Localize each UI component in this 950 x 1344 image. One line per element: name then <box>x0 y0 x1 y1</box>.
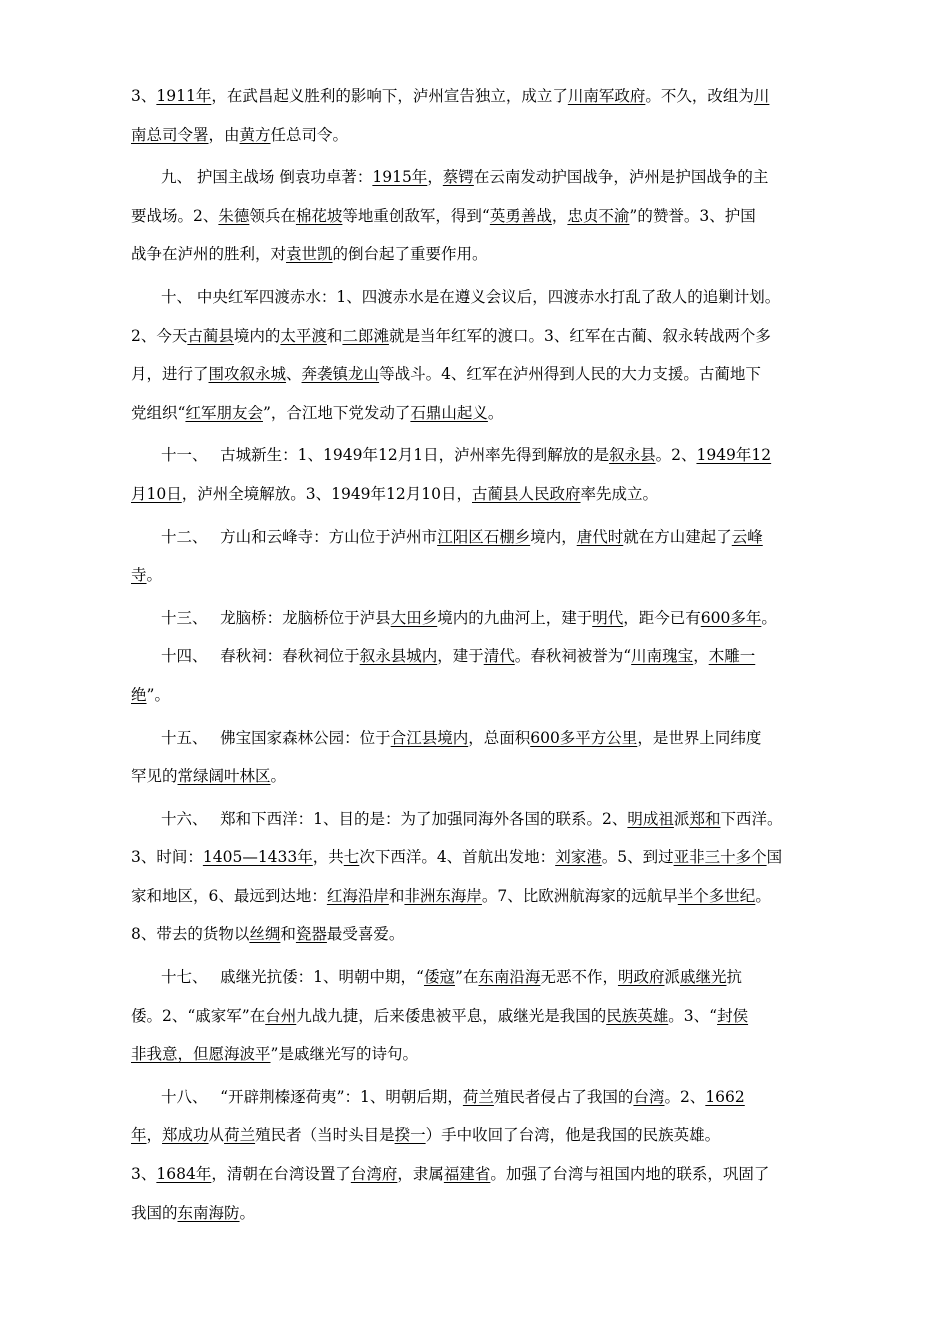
underlined-answer: 绝 <box>131 685 147 704</box>
text-line <box>131 235 831 274</box>
text-line <box>131 958 831 997</box>
text-segment: 家和地区，6、最远到达地： <box>131 886 327 905</box>
underlined-answer: 月10日 <box>131 484 182 503</box>
underlined-answer: 石鼎山起义 <box>410 403 488 422</box>
underlined-answer: 川南瑰宝 <box>631 647 694 666</box>
underlined-answer: 1911年 <box>156 87 212 105</box>
underlined-answer: 围攻叙永城 <box>208 365 287 384</box>
text-segment: 次下西洋。4、首航出发地： <box>359 848 556 867</box>
underlined-answer: 台湾 <box>633 1087 665 1106</box>
text-segment: 任总司令。 <box>270 125 349 144</box>
text-line <box>131 877 831 916</box>
text-line <box>131 394 831 433</box>
underlined-answer: 戚继光 <box>679 968 727 987</box>
text-line <box>131 197 831 236</box>
text-line <box>131 518 831 557</box>
underlined-answer: 唐代时 <box>576 527 624 546</box>
underlined-answer: 明政府 <box>617 968 665 987</box>
text-segment: 殖民者侵占了我国的 <box>493 1087 634 1106</box>
underlined-answer: 常绿阔叶林区 <box>177 767 271 786</box>
underlined-answer: 1662 <box>705 1087 745 1106</box>
text-segment: 等地重创敌军，得到“ <box>342 206 490 225</box>
text-segment: ，建于 <box>437 647 484 666</box>
text-segment: ，共 <box>312 848 344 867</box>
underlined-answer: 南总司令署 <box>131 125 209 144</box>
text-segment: 。7、比欧洲航海家的远航早 <box>481 886 678 905</box>
text-segment: 倭。2、“戚家军”在 <box>131 1006 266 1025</box>
underlined-answer: 袁世凯 <box>286 245 333 264</box>
underlined-answer: 奔袭镇龙山 <box>301 365 380 384</box>
underlined-answer: 蔡锷 <box>442 168 474 187</box>
text-segment: 派 <box>664 968 680 987</box>
underlined-answer: 明成祖 <box>627 809 674 828</box>
text-segment: 和 <box>388 886 405 905</box>
text-line <box>131 915 831 954</box>
text-segment: 8、带去的货物以 <box>131 925 250 944</box>
text-line <box>131 997 831 1036</box>
underlined-answer: 川南军政府 <box>567 87 646 105</box>
text-segment: 境内的九曲河上，建于 <box>437 608 593 627</box>
text-segment: 下西洋。 <box>720 809 783 828</box>
underlined-answer: 瓷器 <box>295 925 327 944</box>
underlined-answer: 东南沿海 <box>478 968 541 987</box>
text-segment: 国 <box>766 848 783 867</box>
text-segment: 抗 <box>726 968 743 987</box>
text-segment: 战争在泸州的胜利，对 <box>131 245 287 264</box>
text-segment: 的倒台起了重要作用。 <box>332 245 488 264</box>
text-segment: 。 <box>146 566 163 585</box>
text-segment: ， <box>551 206 568 225</box>
text-line <box>131 278 831 317</box>
text-segment: ，总面积 <box>468 728 531 747</box>
text-segment: 、 <box>286 365 302 384</box>
text-line <box>131 436 831 475</box>
text-segment: 十六、 郑和下西洋：1、目的是：为了加强同海外各国的联系。2、 <box>161 809 628 828</box>
text-segment: 。加强了台湾与祖国内地的联系，巩固了 <box>490 1165 770 1184</box>
underlined-answer: 木雕一 <box>708 647 756 666</box>
underlined-answer: 1949年12 <box>696 446 772 465</box>
text-segment: 。2、 <box>655 446 697 465</box>
text-segment: 党组织“ <box>131 403 186 422</box>
underlined-answer: 七 <box>343 848 360 867</box>
text-segment: 和 <box>280 925 296 944</box>
text-segment: 十三、 龙脑桥：龙脑桥位于泸县 <box>161 608 391 627</box>
text-segment: ，在武昌起义胜利的影响下，泸州宣告独立，成立了 <box>211 87 568 105</box>
text-line <box>131 1078 831 1117</box>
text-segment: ，隶属 <box>397 1165 444 1184</box>
text-segment: 3、 <box>131 87 157 105</box>
underlined-answer: 大田乡 <box>390 608 438 627</box>
text-line <box>131 757 831 796</box>
underlined-answer: 封侯 <box>717 1006 749 1025</box>
text-segment: 。春秋祠被誉为“ <box>514 647 632 666</box>
underlined-answer: 明代 <box>592 608 624 627</box>
text-segment: 十八、 “开辟荆榛逐荷夷”：1、明朝后期， <box>161 1087 463 1106</box>
text-segment: ）手中收回了台湾，他是我国的民族英雄。 <box>425 1126 721 1145</box>
text-segment: 。 <box>239 1203 256 1222</box>
text-segment: 和 <box>326 326 343 345</box>
text-segment: 从 <box>208 1126 225 1145</box>
underlined-answer: 台州 <box>265 1006 297 1025</box>
text-segment: ”在 <box>454 968 479 987</box>
text-segment: 十一、 古城新生：1、1949年12月1日，泸州率先得到解放的是 <box>161 446 610 465</box>
underlined-answer: 棉花坡 <box>295 206 343 225</box>
text-segment: ”，合江地下党发动了 <box>262 403 411 422</box>
text-line <box>131 838 831 877</box>
text-line <box>131 1116 831 1155</box>
text-segment: 就是当年红军的渡口。3、红军在古蔺、叙永转战两个多 <box>388 326 771 345</box>
underlined-answer: 云峰 <box>731 527 763 546</box>
text-segment: 。不久，改组为 <box>645 87 754 105</box>
underlined-answer: 红海沿岸 <box>326 886 389 905</box>
text-segment: 3、 <box>131 1165 157 1184</box>
underlined-answer: 亚非三十多个 <box>673 848 767 867</box>
underlined-answer: 1405—1433年 <box>202 848 313 867</box>
underlined-answer: 寺 <box>131 566 147 585</box>
text-line <box>131 599 831 638</box>
text-segment: 十、 中央红军四渡赤水：1、四渡赤水是在遵义会议后，四渡赤水打乱了敌人的追剿计划。 <box>161 287 781 306</box>
underlined-answer: 太平渡 <box>280 326 327 345</box>
text-segment: ， <box>693 647 709 666</box>
underlined-answer: 年 <box>131 1126 147 1145</box>
text-segment: 境内， <box>530 527 577 546</box>
underlined-answer: 揆一 <box>394 1126 426 1145</box>
text-segment: 领兵在 <box>249 206 296 225</box>
text-segment: 十四、 春秋祠：春秋祠位于 <box>161 647 360 666</box>
underlined-answer: 倭寇 <box>423 968 455 987</box>
underlined-answer: 荷兰 <box>462 1087 494 1106</box>
underlined-answer: 川 <box>753 87 770 105</box>
document-body <box>131 77 831 1232</box>
text-segment: 。5、到过 <box>601 848 674 867</box>
text-line <box>131 355 831 394</box>
underlined-answer: 1915年 <box>372 168 428 187</box>
text-line <box>131 1194 831 1233</box>
underlined-answer: 台湾府 <box>350 1165 398 1184</box>
text-segment: 殖民者（当时头目是 <box>255 1126 395 1145</box>
underlined-answer: 1684年 <box>156 1165 212 1184</box>
text-segment: 派 <box>673 809 690 828</box>
text-segment: 无恶不作， <box>540 968 618 987</box>
text-segment: 要战场。2、 <box>131 206 219 225</box>
text-segment: 。2、 <box>664 1087 706 1106</box>
text-segment: ”是戚继光写的诗句。 <box>270 1045 418 1064</box>
underlined-answer: 红军朋友会 <box>185 403 263 422</box>
text-line <box>131 77 831 116</box>
underlined-answer: 刘家港 <box>555 848 602 867</box>
text-line <box>131 158 831 197</box>
underlined-answer: 半个多世纪 <box>677 886 756 905</box>
text-line <box>131 116 831 155</box>
text-segment: ， <box>427 168 443 187</box>
text-line <box>131 676 831 715</box>
text-segment: 在云南发动护国战争，泸州是护国战争的主 <box>473 168 769 187</box>
underlined-answer: 忠贞不渝 <box>567 206 630 225</box>
text-segment: 。 <box>487 403 504 422</box>
text-line <box>131 1035 831 1074</box>
text-segment: 。 <box>270 767 287 786</box>
text-segment: ， <box>146 1126 163 1145</box>
underlined-answer: 民族英雄 <box>606 1006 669 1025</box>
text-segment: 最受喜爱。 <box>326 925 405 944</box>
underlined-answer: 叙永县 <box>609 446 656 465</box>
underlined-answer: 郑和 <box>689 809 721 828</box>
underlined-answer: 叙永县城内 <box>359 647 438 666</box>
text-segment: 率先成立。 <box>580 484 659 503</box>
text-segment: 2、今天 <box>131 326 188 345</box>
underlined-answer: 非我意，但愿海波平 <box>131 1045 271 1064</box>
underlined-answer: 600多平方公里 <box>530 728 638 747</box>
text-segment: 。3、“ <box>668 1006 718 1025</box>
text-line <box>131 800 831 839</box>
text-segment: 十五、 佛宝国家森林公园：位于 <box>161 728 391 747</box>
text-line <box>131 556 831 595</box>
text-segment: 。 <box>755 886 771 905</box>
underlined-answer: 非洲东海岸 <box>404 886 482 905</box>
underlined-answer: 合江县境内 <box>390 728 469 747</box>
text-segment: 罕见的 <box>131 767 178 786</box>
text-segment: ，是世界上同纬度 <box>637 728 762 747</box>
text-segment: ，距今已有 <box>623 608 701 627</box>
text-segment: 我国的 <box>131 1203 178 1222</box>
text-line <box>131 1155 831 1194</box>
text-segment: 等战斗。4、红军在泸州得到人民的大力支援。古蔺地下 <box>379 365 761 384</box>
underlined-answer: 郑成功 <box>162 1126 209 1145</box>
underlined-answer: 清代 <box>483 647 515 666</box>
text-segment: ，由 <box>208 125 240 144</box>
text-segment: ”。 <box>146 685 170 704</box>
underlined-answer: 福建省 <box>443 1165 491 1184</box>
underlined-answer: 东南海防 <box>177 1203 240 1222</box>
underlined-answer: 朱德 <box>218 206 250 225</box>
text-segment: 。 <box>761 608 777 627</box>
underlined-answer: 黄方 <box>239 125 271 144</box>
underlined-answer: 600多年 <box>700 608 762 627</box>
text-segment: 十七、 戚继光抗倭：1、明朝中期，“ <box>161 968 424 987</box>
text-segment: 就在方山建起了 <box>623 527 732 546</box>
underlined-answer: 江阳区石棚乡 <box>437 527 531 546</box>
underlined-answer: 二郎滩 <box>342 326 389 345</box>
text-segment: 十二、 方山和云峰寺：方山位于泸州市 <box>161 527 438 546</box>
text-segment: 九、 护国主战场 倒袁功卓著： <box>161 168 373 187</box>
underlined-answer: 英勇善战 <box>489 206 552 225</box>
text-segment: ”的赞誉。3、护国 <box>629 206 756 225</box>
underlined-answer: 丝绸 <box>249 925 281 944</box>
underlined-answer: 古蔺县 <box>187 326 234 345</box>
text-line <box>131 317 831 356</box>
underlined-answer: 古蔺县人民政府 <box>472 484 581 503</box>
text-line <box>131 637 831 676</box>
text-segment: 3、时间： <box>131 848 203 867</box>
text-segment: 月，进行了 <box>131 365 209 384</box>
text-segment: ，泸州全境解放。3、1949年12月10日， <box>181 484 472 503</box>
underlined-answer: 荷兰 <box>224 1126 256 1145</box>
text-segment: 境内的 <box>233 326 281 345</box>
text-line <box>131 475 831 514</box>
text-line <box>131 719 831 758</box>
text-segment: 九战九捷，后来倭患被平息，戚继光是我国的 <box>296 1006 607 1025</box>
text-segment: ，清朝在台湾设置了 <box>211 1165 351 1184</box>
